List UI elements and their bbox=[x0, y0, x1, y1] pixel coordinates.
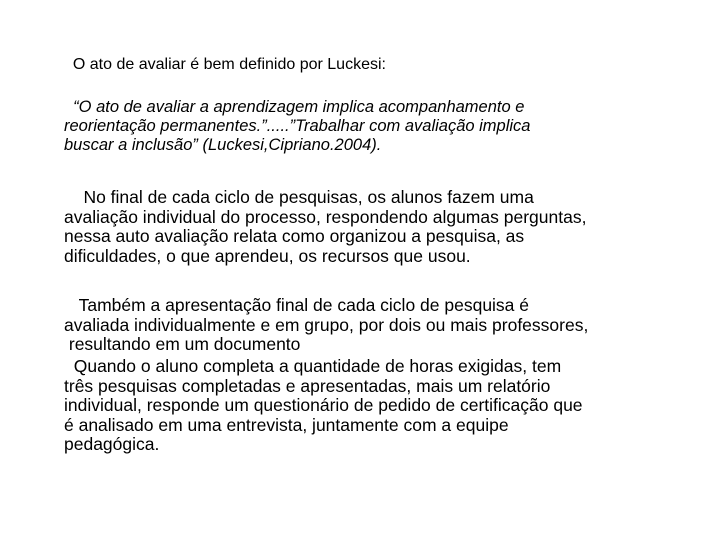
final-presentation-paragraph: Também a apresentação final de cada ciclo de pesquisa é avaliada individualmente e em grupo, por dois ou mais professores, resultando em um documento bbox=[64, 295, 589, 354]
certification-paragraph: Quando o aluno completa a quantidade de horas exigidas, tem três pesquisas completadas e apresentadas, mais um relatório individual, responde um questionário de pedido de certificação que é analisado em uma entrevista, juntamente com a equipe pedagógica. bbox=[64, 356, 583, 454]
research-cycle-paragraph: No final de cada ciclo de pesquisas, os alunos fazem uma avaliação individual do processo, respondendo algumas perguntas, nessa auto avaliação relata como organizou a pesquisa, as dificuldades, o que aprendeu, os recursos que usou. bbox=[64, 187, 587, 266]
intro-sentence: O ato de avaliar é bem definido por Luckesi: bbox=[64, 56, 386, 73]
luckesi-quote: “O ato de avaliar a aprendizagem implica acompanhamento e reorientação permanentes.”.....”Trabalhar com avaliação implica buscar a inclusão” (Luckesi,Cipriano.2004). bbox=[64, 98, 531, 154]
